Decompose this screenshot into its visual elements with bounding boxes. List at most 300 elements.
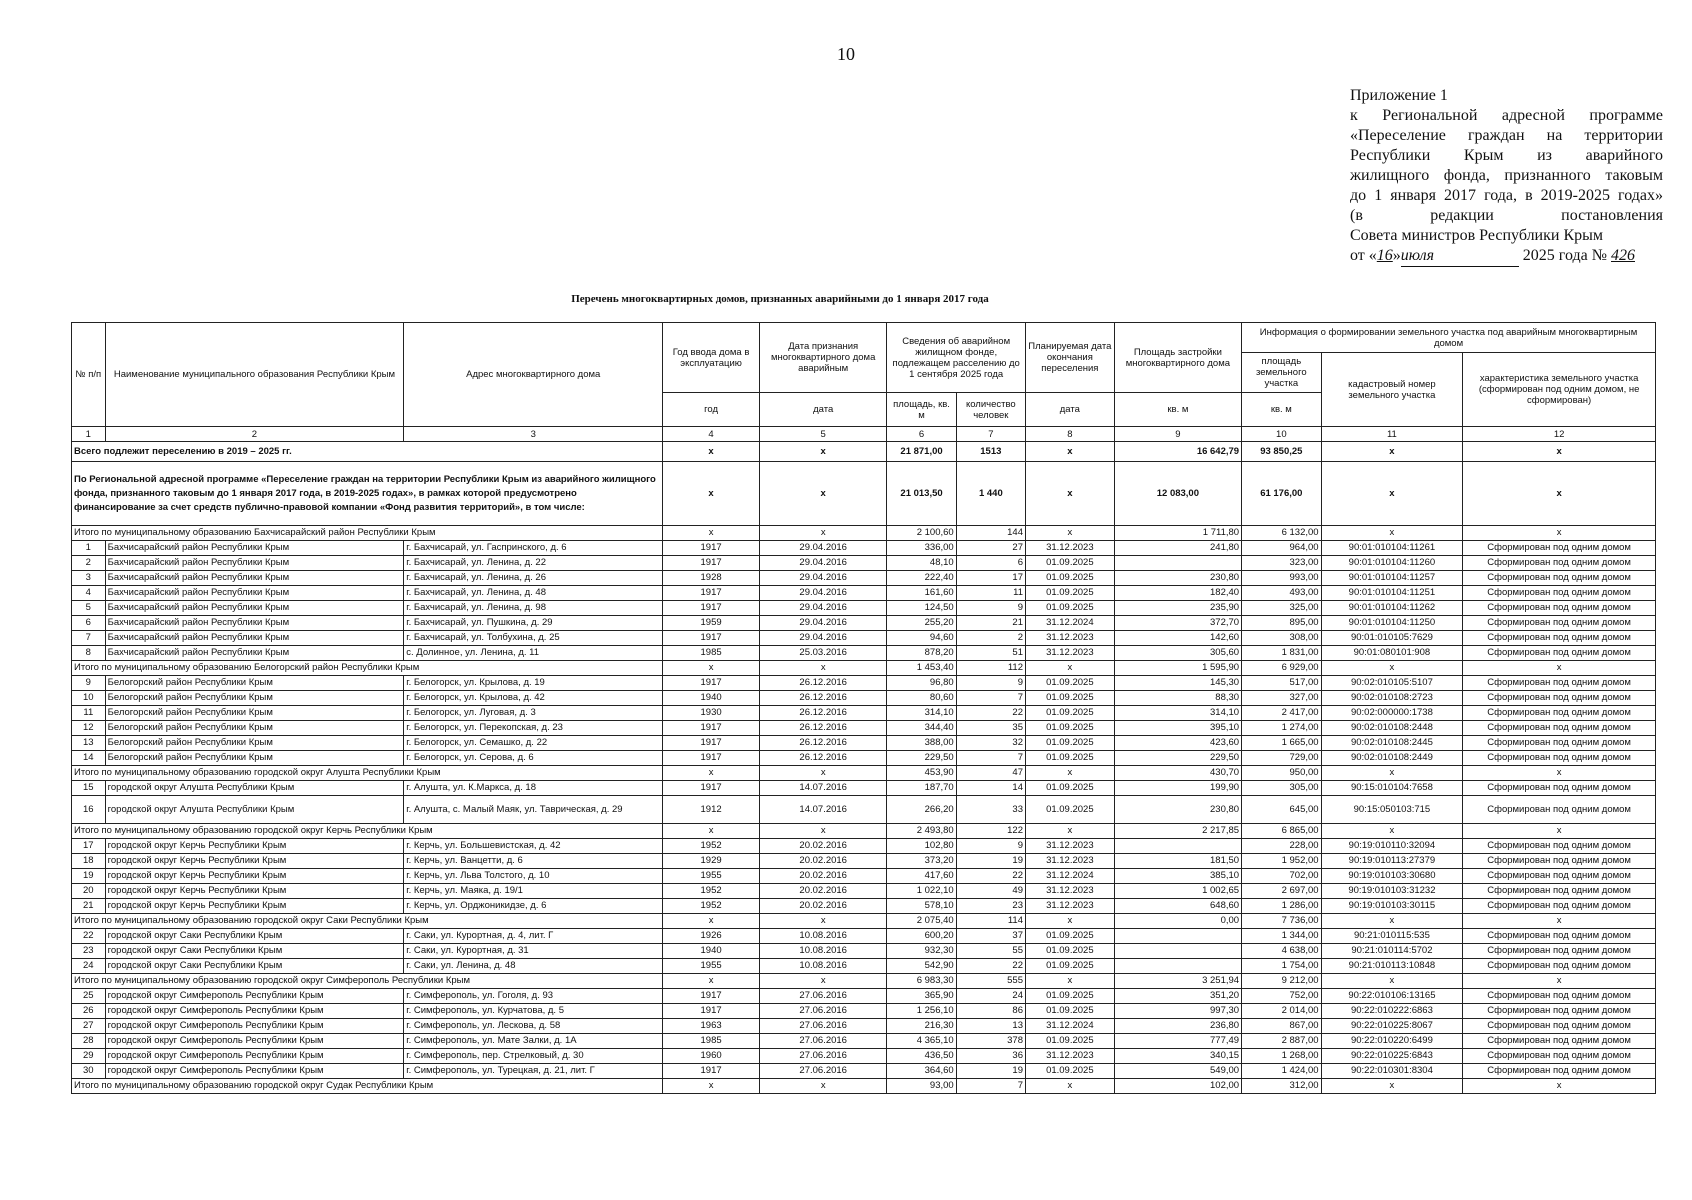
cell: 21 bbox=[72, 899, 106, 914]
cell: 01.09.2025 bbox=[1026, 959, 1115, 974]
cell: Сформирован под одним домом bbox=[1463, 781, 1656, 796]
cell: 1917 bbox=[663, 541, 760, 556]
cell: 27 bbox=[956, 541, 1025, 556]
cell bbox=[1114, 556, 1241, 571]
cell: 10 bbox=[72, 691, 106, 706]
cell: Сформирован под одним домом bbox=[1463, 631, 1656, 646]
cell: 993,00 bbox=[1242, 571, 1322, 586]
cell: г. Саки, ул. Курортная, д. 4, лит. Г bbox=[404, 929, 663, 944]
col-number: 3 bbox=[404, 427, 663, 442]
cell: 2 075,40 bbox=[887, 914, 956, 929]
cell: 31.12.2023 bbox=[1026, 839, 1115, 854]
subtotal-label: Итого по муниципальному образованию Бахчисарайский район Республики Крым bbox=[72, 526, 663, 541]
cell: Сформирован под одним домом bbox=[1463, 751, 1656, 766]
table-row bbox=[72, 616, 1656, 631]
cell: x bbox=[759, 974, 886, 989]
cell: 90:21:010113:10848 bbox=[1321, 959, 1463, 974]
cell: x bbox=[663, 661, 760, 676]
cell: 01.09.2025 bbox=[1026, 586, 1115, 601]
header-date: Дата признания многоквартирного дома аварийным bbox=[759, 323, 886, 393]
cell: 314,10 bbox=[887, 706, 956, 721]
cell: 88,30 bbox=[1114, 691, 1241, 706]
unit-date: дата bbox=[759, 393, 886, 427]
cell: 964,00 bbox=[1242, 541, 1322, 556]
table-row bbox=[72, 869, 1656, 884]
cell: 10.08.2016 bbox=[759, 944, 886, 959]
cell: x bbox=[663, 766, 760, 781]
cell: Сформирован под одним домом bbox=[1463, 854, 1656, 869]
cell: x bbox=[1026, 661, 1115, 676]
cell: 01.09.2025 bbox=[1026, 751, 1115, 766]
cell: 90:21:010115:535 bbox=[1321, 929, 1463, 944]
cell: 90:01:010104:11251 bbox=[1321, 586, 1463, 601]
table-row bbox=[72, 631, 1656, 646]
cell: 1963 bbox=[663, 1019, 760, 1034]
cell: Сформирован под одним домом bbox=[1463, 571, 1656, 586]
appendix-line-5: жилищного фонда, признанного таковым bbox=[1350, 167, 1663, 184]
cell: 2 887,00 bbox=[1242, 1034, 1322, 1049]
cell: 90:22:010225:6843 bbox=[1321, 1049, 1463, 1064]
appendix-block bbox=[1350, 86, 1663, 267]
cell: городской округ Керчь Республики Крым bbox=[105, 869, 404, 884]
cell: 1 274,00 bbox=[1242, 721, 1322, 736]
cell: 144 bbox=[956, 526, 1025, 541]
cell: 9 bbox=[956, 839, 1025, 854]
cell: 01.09.2025 bbox=[1026, 989, 1115, 1004]
cell: x bbox=[663, 914, 760, 929]
cell: 1 595,90 bbox=[1114, 661, 1241, 676]
cell: 28 bbox=[72, 1034, 106, 1049]
cell: x bbox=[1463, 766, 1656, 781]
cell: г. Керчь, ул. Орджоникидзе, д. 6 bbox=[404, 899, 663, 914]
unit-people: количество человек bbox=[956, 393, 1025, 427]
cell: 378 bbox=[956, 1034, 1025, 1049]
cell: 94,60 bbox=[887, 631, 956, 646]
cell: 7 736,00 bbox=[1242, 914, 1322, 929]
header-character: характеристика земельного участка (сформирован под одним домом, не сформирован) bbox=[1463, 353, 1656, 427]
cell: 161,60 bbox=[887, 586, 956, 601]
cell: Сформирован под одним домом bbox=[1463, 646, 1656, 661]
table-row bbox=[72, 676, 1656, 691]
unit-year: год bbox=[663, 393, 760, 427]
cell: 90:22:010106:13165 bbox=[1321, 989, 1463, 1004]
cell: 950,00 bbox=[1242, 766, 1322, 781]
cell: Бахчисарайский район Республики Крым bbox=[105, 541, 404, 556]
cell: 01.09.2025 bbox=[1026, 721, 1115, 736]
cell: 48,10 bbox=[887, 556, 956, 571]
cell: 90:21:010114:5702 bbox=[1321, 944, 1463, 959]
subtotal-label: Итого по муниципальному образованию городской округ Саки Республики Крым bbox=[72, 914, 663, 929]
cell: 31.12.2023 bbox=[1026, 899, 1115, 914]
header-land: Информация о формировании земельного участка под аварийным многоквартирным домом bbox=[1242, 323, 1656, 353]
cell: 90:19:010103:30115 bbox=[1321, 899, 1463, 914]
cell: 9 bbox=[956, 601, 1025, 616]
cell: 1926 bbox=[663, 929, 760, 944]
cell: 1917 bbox=[663, 631, 760, 646]
cell: 15 bbox=[72, 781, 106, 796]
cell: г. Симферополь, ул. Турецкая, д. 21, лит. Г bbox=[404, 1064, 663, 1079]
cell: 90:02:010108:2723 bbox=[1321, 691, 1463, 706]
program-row bbox=[72, 462, 1656, 526]
cell: Сформирован под одним домом bbox=[1463, 796, 1656, 824]
cell: 1917 bbox=[663, 1004, 760, 1019]
cell: 241,80 bbox=[1114, 541, 1241, 556]
table-row bbox=[72, 586, 1656, 601]
cell: 7 bbox=[956, 691, 1025, 706]
appendix-line-4: Республики Крым из аварийного bbox=[1350, 147, 1663, 164]
cell: 61 176,00 bbox=[1242, 462, 1322, 526]
cell: x bbox=[1463, 442, 1656, 462]
header-year: Год ввода дома в эксплуатацию bbox=[663, 323, 760, 393]
cell: 340,15 bbox=[1114, 1049, 1241, 1064]
cell: 18 bbox=[72, 854, 106, 869]
cell: 1959 bbox=[663, 616, 760, 631]
appendix-line-3: «Переселение граждан на территории bbox=[1350, 127, 1663, 144]
cell: Бахчисарайский район Республики Крым bbox=[105, 556, 404, 571]
table-row bbox=[72, 646, 1656, 661]
cell: городской округ Керчь Республики Крым bbox=[105, 899, 404, 914]
cell: г. Алушта, ул. К.Маркса, д. 18 bbox=[404, 781, 663, 796]
cell: 96,80 bbox=[887, 676, 956, 691]
cell: 26.12.2016 bbox=[759, 676, 886, 691]
cell: 1 022,10 bbox=[887, 884, 956, 899]
cell: 228,00 bbox=[1242, 839, 1322, 854]
cell: Белогорский район Республики Крым bbox=[105, 751, 404, 766]
cell: 90:22:010301:8304 bbox=[1321, 1064, 1463, 1079]
program-label: По Региональной адресной программе «Переселение граждан на территории Республики Крым из аварийного жилищного фонда, признанного таковым до 1 января 2017 года, в 2019-2025 годах», в рамках которой предусмотрено финансирование за счет средств публично-правовой компании «Фонд развития территорий», в том числе: bbox=[72, 462, 663, 526]
cell: г. Бахчисарай, ул. Пушкина, д. 29 bbox=[404, 616, 663, 631]
cell: 01.09.2025 bbox=[1026, 929, 1115, 944]
subtotal-label: Итого по муниципальному образованию Белогорский район Республики Крым bbox=[72, 661, 663, 676]
cell: 20.02.2016 bbox=[759, 884, 886, 899]
cell: 22 bbox=[956, 959, 1025, 974]
col-number: 2 bbox=[105, 427, 404, 442]
cell: 23 bbox=[956, 899, 1025, 914]
cell: 14 bbox=[956, 781, 1025, 796]
cell bbox=[1114, 839, 1241, 854]
cell: 22 bbox=[956, 706, 1025, 721]
cell: г. Белогорск, ул. Крылова, д. 19 bbox=[404, 676, 663, 691]
table-row bbox=[72, 944, 1656, 959]
cell: 90:02:010105:5107 bbox=[1321, 676, 1463, 691]
cell: Сформирован под одним домом bbox=[1463, 989, 1656, 1004]
table-row bbox=[72, 929, 1656, 944]
cell: 37 bbox=[956, 929, 1025, 944]
cell: г. Бахчисарай, ул. Толбухина, д. 25 bbox=[404, 631, 663, 646]
cell: Сформирован под одним домом bbox=[1463, 1019, 1656, 1034]
cell: городской округ Саки Республики Крым bbox=[105, 944, 404, 959]
cell: г. Белогорск, ул. Перекопская, д. 23 bbox=[404, 721, 663, 736]
cell: Сформирован под одним домом bbox=[1463, 691, 1656, 706]
cell: 1 344,00 bbox=[1242, 929, 1322, 944]
cell: 01.09.2025 bbox=[1026, 676, 1115, 691]
cell: 997,30 bbox=[1114, 1004, 1241, 1019]
cell: 648,60 bbox=[1114, 899, 1241, 914]
cell: 32 bbox=[956, 736, 1025, 751]
cell: 90:19:010103:31232 bbox=[1321, 884, 1463, 899]
cell: 436,50 bbox=[887, 1049, 956, 1064]
cell: x bbox=[1321, 914, 1463, 929]
cell: 2 bbox=[956, 631, 1025, 646]
cell: 8 bbox=[72, 646, 106, 661]
cell: 27.06.2016 bbox=[759, 1019, 886, 1034]
cell: 29.04.2016 bbox=[759, 616, 886, 631]
cell: г. Керчь, ул. Большевистская, д. 42 bbox=[404, 839, 663, 854]
cell: Сформирован под одним домом bbox=[1463, 736, 1656, 751]
cell: 102,00 bbox=[1114, 1079, 1241, 1094]
cell: 20.02.2016 bbox=[759, 854, 886, 869]
cell: г. Белогорск, ул. Серова, д. 6 bbox=[404, 751, 663, 766]
table-row bbox=[72, 556, 1656, 571]
cell: Белогорский район Республики Крым bbox=[105, 736, 404, 751]
header-cadastral: кадастровый номер земельного участка bbox=[1321, 353, 1463, 427]
cell: 7 bbox=[956, 751, 1025, 766]
cell: x bbox=[663, 974, 760, 989]
cell: 1952 bbox=[663, 899, 760, 914]
cell: 336,00 bbox=[887, 541, 956, 556]
cell: 27.06.2016 bbox=[759, 989, 886, 1004]
cell: x bbox=[1463, 1079, 1656, 1094]
cell: 25.03.2016 bbox=[759, 646, 886, 661]
cell: г. Белогорск, ул. Крылова, д. 42 bbox=[404, 691, 663, 706]
table-row bbox=[72, 1034, 1656, 1049]
table-row bbox=[72, 541, 1656, 556]
cell: 01.09.2025 bbox=[1026, 1064, 1115, 1079]
cell: Сформирован под одним домом bbox=[1463, 1004, 1656, 1019]
cell: 1955 bbox=[663, 959, 760, 974]
cell: 182,40 bbox=[1114, 586, 1241, 601]
cell: 21 013,50 bbox=[887, 462, 956, 526]
cell: x bbox=[663, 442, 760, 462]
date-suffix: 2025 года № bbox=[1522, 247, 1607, 264]
cell: 1 286,00 bbox=[1242, 899, 1322, 914]
cell: 29.04.2016 bbox=[759, 601, 886, 616]
cell: г. Керчь, ул. Ванцетти, д. 6 bbox=[404, 854, 663, 869]
cell: Бахчисарайский район Республики Крым bbox=[105, 571, 404, 586]
cell: 364,60 bbox=[887, 1064, 956, 1079]
cell: Белогорский район Республики Крым bbox=[105, 676, 404, 691]
appendix-line-7: (в редакции постановления bbox=[1350, 207, 1663, 224]
cell: 36 bbox=[956, 1049, 1025, 1064]
table-row bbox=[72, 781, 1656, 796]
cell: 1940 bbox=[663, 944, 760, 959]
header-planned: Планируемая дата окончания переселения bbox=[1026, 323, 1115, 393]
cell: x bbox=[1026, 442, 1115, 462]
table-row bbox=[72, 1004, 1656, 1019]
cell: 114 bbox=[956, 914, 1025, 929]
cell: Сформирован под одним домом bbox=[1463, 1034, 1656, 1049]
cell: 01.09.2025 bbox=[1026, 736, 1115, 751]
cell: 867,00 bbox=[1242, 1019, 1322, 1034]
cell: 1955 bbox=[663, 869, 760, 884]
cell: 90:01:010105:7629 bbox=[1321, 631, 1463, 646]
cell: 236,80 bbox=[1114, 1019, 1241, 1034]
table-row bbox=[72, 736, 1656, 751]
cell: 11 bbox=[956, 586, 1025, 601]
col-number: 8 bbox=[1026, 427, 1115, 442]
cell: 112 bbox=[956, 661, 1025, 676]
cell: с. Долинное, ул. Ленина, д. 11 bbox=[404, 646, 663, 661]
cell: 549,00 bbox=[1114, 1064, 1241, 1079]
cell: 1917 bbox=[663, 556, 760, 571]
cell: 90:02:000000:1738 bbox=[1321, 706, 1463, 721]
subtotal-row bbox=[72, 766, 1656, 781]
cell: 35 bbox=[956, 721, 1025, 736]
subtotal-label: Итого по муниципальному образованию городской округ Керчь Республики Крым bbox=[72, 824, 663, 839]
cell: 29.04.2016 bbox=[759, 541, 886, 556]
cell: 22 bbox=[956, 869, 1025, 884]
cell: Сформирован под одним домом bbox=[1463, 869, 1656, 884]
cell: 542,90 bbox=[887, 959, 956, 974]
cell: 1 440 bbox=[956, 462, 1025, 526]
cell: x bbox=[759, 462, 886, 526]
date-day: 16 bbox=[1376, 247, 1393, 264]
cell: 90:01:010104:11260 bbox=[1321, 556, 1463, 571]
cell: 1 665,00 bbox=[1242, 736, 1322, 751]
cell: 29.04.2016 bbox=[759, 586, 886, 601]
cell: 555 bbox=[956, 974, 1025, 989]
cell: 6 bbox=[72, 616, 106, 631]
cell: Бахчисарайский район Республики Крым bbox=[105, 631, 404, 646]
cell: 21 871,00 bbox=[887, 442, 956, 462]
col-number: 5 bbox=[759, 427, 886, 442]
cell: 2 417,00 bbox=[1242, 706, 1322, 721]
cell: 13 bbox=[72, 736, 106, 751]
cell: 578,10 bbox=[887, 899, 956, 914]
cell: 01.09.2025 bbox=[1026, 796, 1115, 824]
cell: городской округ Симферополь Республики Крым bbox=[105, 989, 404, 1004]
cell: г. Саки, ул. Ленина, д. 48 bbox=[404, 959, 663, 974]
cell: x bbox=[1463, 661, 1656, 676]
cell: 90:19:010113:27379 bbox=[1321, 854, 1463, 869]
cell: 1985 bbox=[663, 646, 760, 661]
cell: 01.09.2025 bbox=[1026, 944, 1115, 959]
cell: Сформирован под одним домом bbox=[1463, 944, 1656, 959]
cell: г. Белогорск, ул. Семашко, д. 22 bbox=[404, 736, 663, 751]
cell: 729,00 bbox=[1242, 751, 1322, 766]
cell: городской округ Алушта Республики Крым bbox=[105, 796, 404, 824]
cell: 1 268,00 bbox=[1242, 1049, 1322, 1064]
subtotal-row bbox=[72, 974, 1656, 989]
table-row bbox=[72, 839, 1656, 854]
cell: 4 638,00 bbox=[1242, 944, 1322, 959]
header-built: Площадь застройки многоквартирного дома bbox=[1114, 323, 1241, 393]
cell: 24 bbox=[956, 989, 1025, 1004]
cell: 23 bbox=[72, 944, 106, 959]
cell: 10.08.2016 bbox=[759, 959, 886, 974]
cell: x bbox=[1026, 974, 1115, 989]
col-number: 4 bbox=[663, 427, 760, 442]
cell: 2 697,00 bbox=[1242, 884, 1322, 899]
table-row bbox=[72, 706, 1656, 721]
cell: 20 bbox=[72, 884, 106, 899]
table-row bbox=[72, 854, 1656, 869]
cell: 327,00 bbox=[1242, 691, 1322, 706]
cell: Сформирован под одним домом bbox=[1463, 959, 1656, 974]
cell: 1 256,10 bbox=[887, 1004, 956, 1019]
cell: x bbox=[759, 1079, 886, 1094]
cell: 777,49 bbox=[1114, 1034, 1241, 1049]
cell: 1 754,00 bbox=[1242, 959, 1322, 974]
cell: Сформирован под одним домом bbox=[1463, 556, 1656, 571]
cell: 255,20 bbox=[887, 616, 956, 631]
cell: 27.06.2016 bbox=[759, 1049, 886, 1064]
unit-area: площадь, кв. м bbox=[887, 393, 956, 427]
cell: x bbox=[1321, 462, 1463, 526]
cell: г. Симферополь, ул. Мате Залки, д. 1А bbox=[404, 1034, 663, 1049]
cell: городской округ Алушта Республики Крым bbox=[105, 781, 404, 796]
table-title: Перечень многоквартирных домов, признанных аварийными до 1 января 2017 года bbox=[571, 293, 989, 305]
cell: г. Керчь, ул. Маяка, д. 19/1 bbox=[404, 884, 663, 899]
cell: 6 bbox=[956, 556, 1025, 571]
cell: 20.02.2016 bbox=[759, 899, 886, 914]
cell: г. Саки, ул. Курортная, д. 31 bbox=[404, 944, 663, 959]
cell: 1928 bbox=[663, 571, 760, 586]
cell: 01.09.2025 bbox=[1026, 691, 1115, 706]
cell: 1917 bbox=[663, 721, 760, 736]
cell: 1 424,00 bbox=[1242, 1064, 1322, 1079]
cell: Бахчисарайский район Республики Крым bbox=[105, 646, 404, 661]
cell: 187,70 bbox=[887, 781, 956, 796]
cell: г. Бахчисарай, ул. Ленина, д. 48 bbox=[404, 586, 663, 601]
cell: Сформирован под одним домом bbox=[1463, 541, 1656, 556]
date-month: июля bbox=[1401, 246, 1519, 267]
cell: 1917 bbox=[663, 781, 760, 796]
cell: 31.12.2023 bbox=[1026, 1049, 1115, 1064]
table-row bbox=[72, 959, 1656, 974]
cell: x bbox=[759, 914, 886, 929]
cell: x bbox=[1463, 824, 1656, 839]
cell: 1917 bbox=[663, 601, 760, 616]
cell: 1952 bbox=[663, 839, 760, 854]
cell: 31.12.2024 bbox=[1026, 616, 1115, 631]
cell: x bbox=[1321, 526, 1463, 541]
cell: 16 bbox=[72, 796, 106, 824]
cell: 90:01:010104:11257 bbox=[1321, 571, 1463, 586]
cell: г. Бахчисарай, ул. Ленина, д. 26 bbox=[404, 571, 663, 586]
cell: x bbox=[1463, 914, 1656, 929]
cell: 325,00 bbox=[1242, 601, 1322, 616]
cell: 266,20 bbox=[887, 796, 956, 824]
cell: 27.06.2016 bbox=[759, 1004, 886, 1019]
document-number: 426 bbox=[1611, 247, 1635, 264]
cell: 93 850,25 bbox=[1242, 442, 1322, 462]
page-number: 10 bbox=[837, 44, 855, 64]
cell: x bbox=[759, 661, 886, 676]
cell: 14 bbox=[72, 751, 106, 766]
cell: 1917 bbox=[663, 989, 760, 1004]
cell: 90:02:010108:2445 bbox=[1321, 736, 1463, 751]
cell: 29 bbox=[72, 1049, 106, 1064]
cell: 01.09.2025 bbox=[1026, 571, 1115, 586]
cell: г. Керчь, ул. Льва Толстого, д. 10 bbox=[404, 869, 663, 884]
cell: 80,60 bbox=[887, 691, 956, 706]
cell: 7 bbox=[72, 631, 106, 646]
subtotal-row bbox=[72, 824, 1656, 839]
cell: 142,60 bbox=[1114, 631, 1241, 646]
cell: г. Симферополь, ул. Курчатова, д. 5 bbox=[404, 1004, 663, 1019]
header-address: Адрес многоквартирного дома bbox=[404, 323, 663, 427]
cell: 1917 bbox=[663, 586, 760, 601]
cell: 90:02:010108:2448 bbox=[1321, 721, 1463, 736]
table-row bbox=[72, 571, 1656, 586]
cell: 385,10 bbox=[1114, 869, 1241, 884]
cell: 01.09.2025 bbox=[1026, 1034, 1115, 1049]
table-row bbox=[72, 1049, 1656, 1064]
cell: Сформирован под одним домом bbox=[1463, 586, 1656, 601]
cell: 4 bbox=[72, 586, 106, 601]
cell: 9 bbox=[956, 676, 1025, 691]
